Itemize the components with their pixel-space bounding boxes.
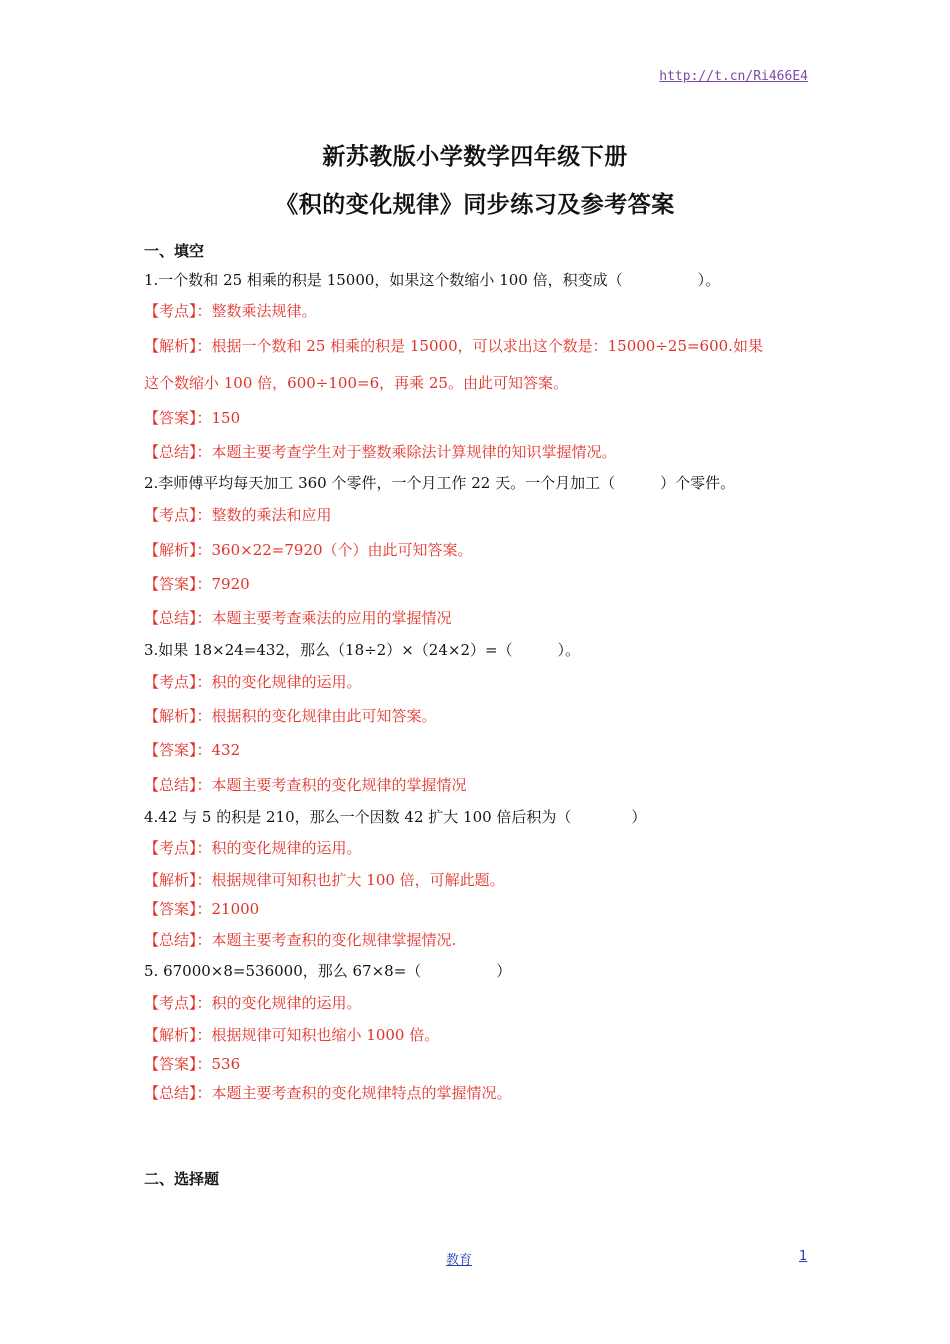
q3-jiexi: 【解析】：根据积的变化规律由此可知答案。 (144, 707, 437, 725)
doc-title-line1: 新苏教版小学数学四年级下册 (322, 143, 628, 170)
question-3: 3.如果 18×24=432，那么（18÷2）×（24×2）=（ ）。 (144, 641, 581, 659)
q3-summary: 【总结】：本题主要考查积的变化规律的掌握情况 (144, 776, 467, 794)
question-2: 2.李师傅平均每天加工 360 个零件，一个月工作 22 天。一个月加工（ ）个零件。 (144, 474, 736, 492)
question-1: 1.一个数和 25 相乘的积是 15000，如果这个数缩小 100 倍，积变成（ ）。 (144, 271, 721, 289)
question-4: 4.42 与 5 的积是 210，那么一个因数 42 扩大 100 倍后积为（ ） (144, 808, 647, 826)
q4-summary: 【总结】：本题主要考查积的变化规律掌握情况. (144, 931, 457, 949)
q1-answer: 【答案】：150 (144, 409, 241, 427)
q3-kaodian: 【考点】：积的变化规律的运用。 (144, 673, 362, 691)
q4-jiexi: 【解析】：根据规律可知积也扩大 100 倍，可解此题。 (144, 871, 505, 889)
q1-summary: 【总结】：本题主要考查学生对于整数乘除法计算规律的知识掌握情况。 (144, 443, 617, 461)
section-heading-choice: 二、选择题 (144, 1170, 220, 1188)
footer-link[interactable]: 教育 (446, 1253, 473, 1268)
q2-kaodian: 【考点】：整数的乘法和应用 (144, 506, 332, 524)
q5-jiexi: 【解析】：根据规律可知积也缩小 1000 倍。 (144, 1026, 440, 1044)
q4-answer: 【答案】：21000 (144, 900, 260, 918)
q5-kaodian: 【考点】：积的变化规律的运用。 (144, 994, 362, 1012)
q2-summary: 【总结】：本题主要考查乘法的应用的掌握情况 (144, 609, 452, 627)
q3-answer: 【答案】：432 (144, 741, 241, 759)
q2-answer: 【答案】：7920 (144, 575, 250, 593)
q1-jiexi-2: 这个数缩小 100 倍，600÷100=6，再乘 25。由此可知答案。 (144, 374, 568, 392)
q5-summary: 【总结】：本题主要考查积的变化规律特点的掌握情况。 (144, 1084, 512, 1102)
question-5: 5. 67000×8=536000，那么 67×8=（ ） (144, 962, 512, 980)
header-link[interactable]: http://t.cn/Ri466E4 (659, 69, 808, 84)
doc-title-line2: 《积的变化规律》同步练习及参考答案 (275, 191, 675, 218)
q5-answer: 【答案】：536 (144, 1055, 241, 1073)
q1-jiexi-1: 【解析】：根据一个数和 25 相乘的积是 15000，可以求出这个数是：15000÷25=600.如果 (144, 337, 763, 355)
q4-kaodian: 【考点】：积的变化规律的运用。 (144, 839, 362, 857)
q2-jiexi: 【解析】：360×22=7920（个）由此可知答案。 (144, 541, 473, 559)
q1-kaodian: 【考点】：整数乘法规律。 (144, 302, 317, 320)
page-number: 1 (799, 1249, 808, 1264)
section-heading-fill: 一、填空 (144, 242, 205, 260)
